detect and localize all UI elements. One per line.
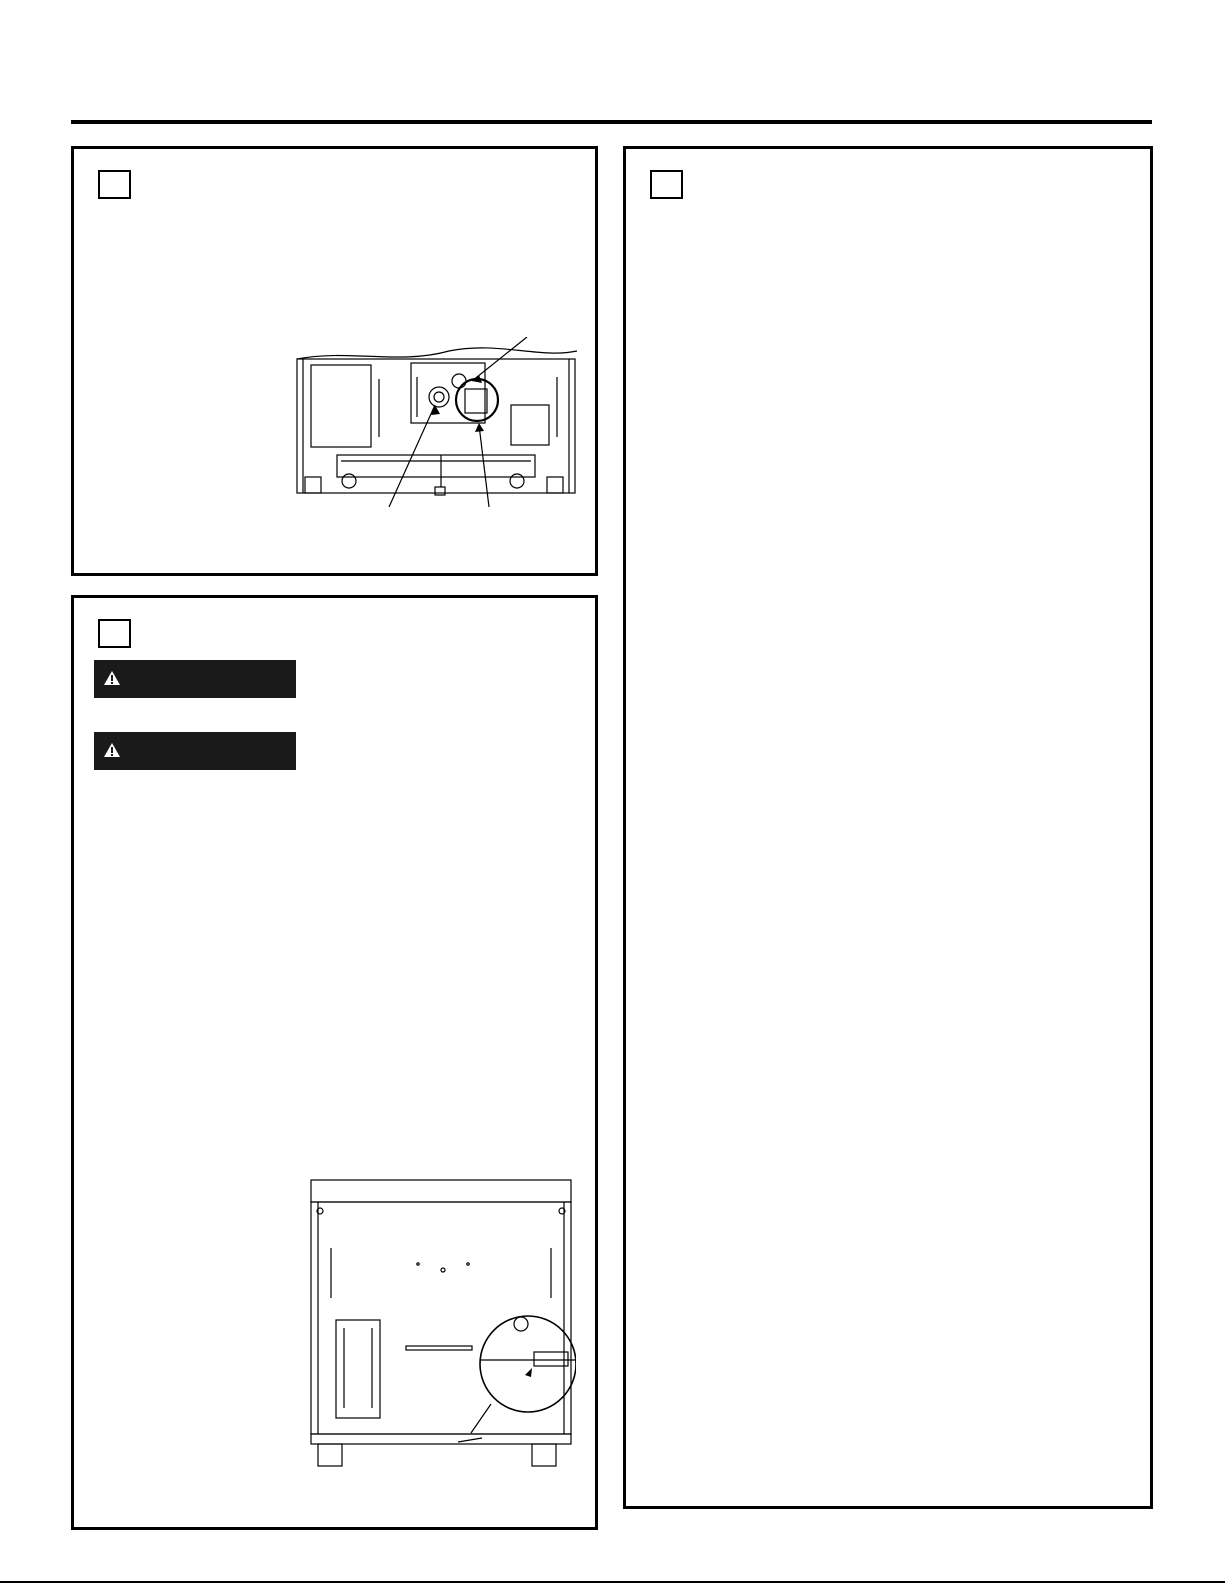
header-rule — [71, 120, 1152, 124]
warning-banner — [94, 660, 296, 698]
step-panel-bottom-left — [71, 595, 598, 1530]
footer-rule — [0, 1581, 1225, 1583]
step-number-box — [98, 619, 131, 648]
step-number-box — [650, 170, 683, 199]
warning-triangle-icon — [103, 742, 121, 758]
step-panel-top-left — [71, 146, 598, 576]
step-number-box — [98, 170, 131, 199]
warning-banner — [94, 732, 296, 770]
step-panel-right — [623, 146, 1153, 1509]
warning-triangle-icon — [103, 670, 121, 686]
range-rear-illustration — [289, 337, 579, 507]
range-back-panel-illustration — [306, 1178, 576, 1468]
